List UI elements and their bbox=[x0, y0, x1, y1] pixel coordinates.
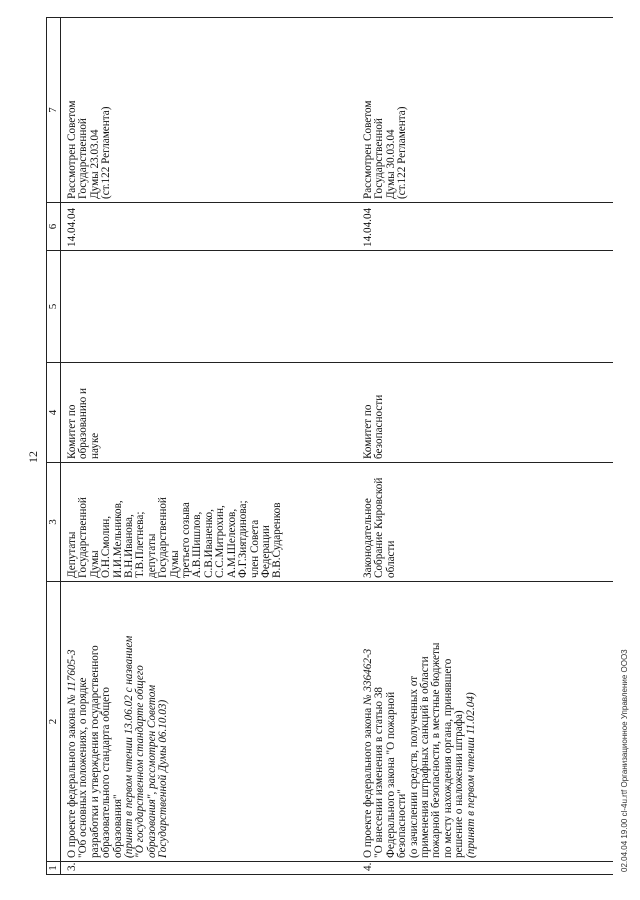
cell-line: образованию и bbox=[77, 387, 90, 459]
cell-line: Т.В.Плетнева; bbox=[134, 511, 147, 578]
cell-line: Собрание Кировской bbox=[373, 477, 386, 578]
header-cell: 3 bbox=[47, 463, 61, 582]
cell-line: С.С.Митрохин, bbox=[214, 505, 227, 578]
cell-line: Комитет по bbox=[66, 404, 78, 459]
cell-line: Думы bbox=[168, 550, 181, 578]
committee-cell bbox=[357, 363, 613, 463]
cell-line: Комитет по bbox=[362, 404, 374, 459]
bills-table bbox=[46, 17, 613, 875]
bill-line: образования" bbox=[111, 794, 124, 858]
page-number: 12 bbox=[26, 451, 40, 463]
header-row bbox=[47, 18, 61, 875]
bill-line: Федерального закона "О пожарной bbox=[384, 691, 397, 858]
cell-line: Ф.Г.Зиятдинова; bbox=[237, 500, 250, 578]
header-cell: 1 bbox=[47, 862, 61, 875]
cell-line: науке bbox=[88, 432, 101, 459]
cell-line: А.М.Шелехов, bbox=[225, 508, 238, 578]
bill-line: применения штрафных санкций в области bbox=[419, 656, 432, 858]
cell-line: Государственной bbox=[157, 497, 170, 578]
note-cell bbox=[357, 18, 613, 203]
cell-line: (ст.122 Регламента) bbox=[396, 106, 409, 199]
note-cell bbox=[61, 18, 358, 203]
bill-line: решение о наложении штрафа) bbox=[453, 710, 466, 858]
row-number: 4. bbox=[357, 862, 613, 875]
initiators-cell bbox=[61, 463, 358, 582]
cell-line: (ст.122 Регламента) bbox=[100, 106, 113, 199]
header-cell: 5 bbox=[47, 251, 61, 363]
cell-line: Государственной bbox=[77, 497, 90, 578]
bill-line: пожарной безопасности, в местные бюджеты bbox=[430, 642, 443, 858]
bill-line: образовательного стандарта общего bbox=[100, 686, 113, 858]
initiators-cell bbox=[357, 463, 613, 582]
bill-line: (о зачислении средств, полученных от bbox=[407, 675, 420, 858]
bill-line: (принят в первом чтении 13.06.02 с названием bbox=[123, 635, 136, 858]
column-5-cell bbox=[357, 251, 613, 363]
bill-line: (принят в первом чтении 11.02.04) bbox=[464, 692, 477, 858]
cell-line: А.В.Шишлов, bbox=[191, 511, 204, 578]
date-cell: 14.04.04 bbox=[61, 203, 358, 251]
date-cell: 14.04.04 bbox=[357, 203, 613, 251]
bill-line: "О государственном стандарте общего bbox=[134, 665, 147, 858]
table-row bbox=[357, 18, 613, 875]
table-row bbox=[61, 18, 358, 875]
cell-line: В.Н.Иванова, bbox=[123, 514, 136, 578]
cell-line: Государственной bbox=[77, 118, 90, 199]
header-cell: 4 bbox=[47, 363, 61, 463]
bill-line: О проекте федерального закона № 117605-3 bbox=[66, 649, 78, 858]
bill-line: безопасности" bbox=[396, 789, 409, 858]
row-number: 3. bbox=[61, 862, 358, 875]
header-cell: 6 bbox=[47, 203, 61, 251]
cell-line: депутаты bbox=[145, 533, 158, 578]
cell-line: третьего созыва bbox=[180, 502, 193, 578]
cell-line: Государственной bbox=[373, 118, 386, 199]
cell-line: Думы 23.03.04 bbox=[88, 129, 101, 199]
bill-line: разработки и утверждения государственного bbox=[88, 645, 101, 858]
cell-line: О.Н.Смолин, bbox=[100, 515, 113, 578]
cell-line: Законодательное bbox=[362, 498, 374, 578]
column-5-cell bbox=[61, 251, 358, 363]
committee-cell bbox=[61, 363, 358, 463]
cell-line: С.В.Иваненко, bbox=[202, 509, 215, 578]
bill-description bbox=[357, 582, 613, 862]
bill-line: "О внесении изменения в статью 38 bbox=[373, 686, 386, 858]
bill-description bbox=[61, 582, 358, 862]
cell-line: Федерации bbox=[259, 525, 272, 578]
cell-line: член Совета bbox=[248, 519, 261, 578]
cell-line: безопасности bbox=[373, 394, 386, 459]
cell-line: Думы 30.03.04 bbox=[384, 129, 397, 199]
footer-text: 02.04.04 19.00 cl-4u.rtf Организационное Управление ООО3 bbox=[620, 649, 629, 872]
header-cell: 2 bbox=[47, 582, 61, 862]
bill-line: по месту нахождения органа, принявшего bbox=[441, 658, 454, 858]
cell-line: Рассмотрен Советом bbox=[66, 100, 78, 199]
cell-line: Депутаты bbox=[66, 531, 78, 578]
bill-line: О проекте федерального закона № 336462-3 bbox=[362, 648, 374, 858]
cell-line: В.В.Сударенков bbox=[271, 502, 284, 578]
cell-line: области bbox=[384, 540, 397, 578]
cell-line: Думы bbox=[88, 550, 101, 578]
cell-line: Рассмотрен Советом bbox=[362, 100, 374, 199]
cell-line: И.И.Мельников, bbox=[111, 500, 124, 578]
bill-line: образования", рассмотрен Советом bbox=[145, 684, 158, 858]
bill-line: Государственной Думы 06.10.03) bbox=[157, 699, 170, 858]
header-cell: 7 bbox=[47, 18, 61, 203]
bill-line: "Об основных положениях, о порядке bbox=[77, 677, 90, 858]
